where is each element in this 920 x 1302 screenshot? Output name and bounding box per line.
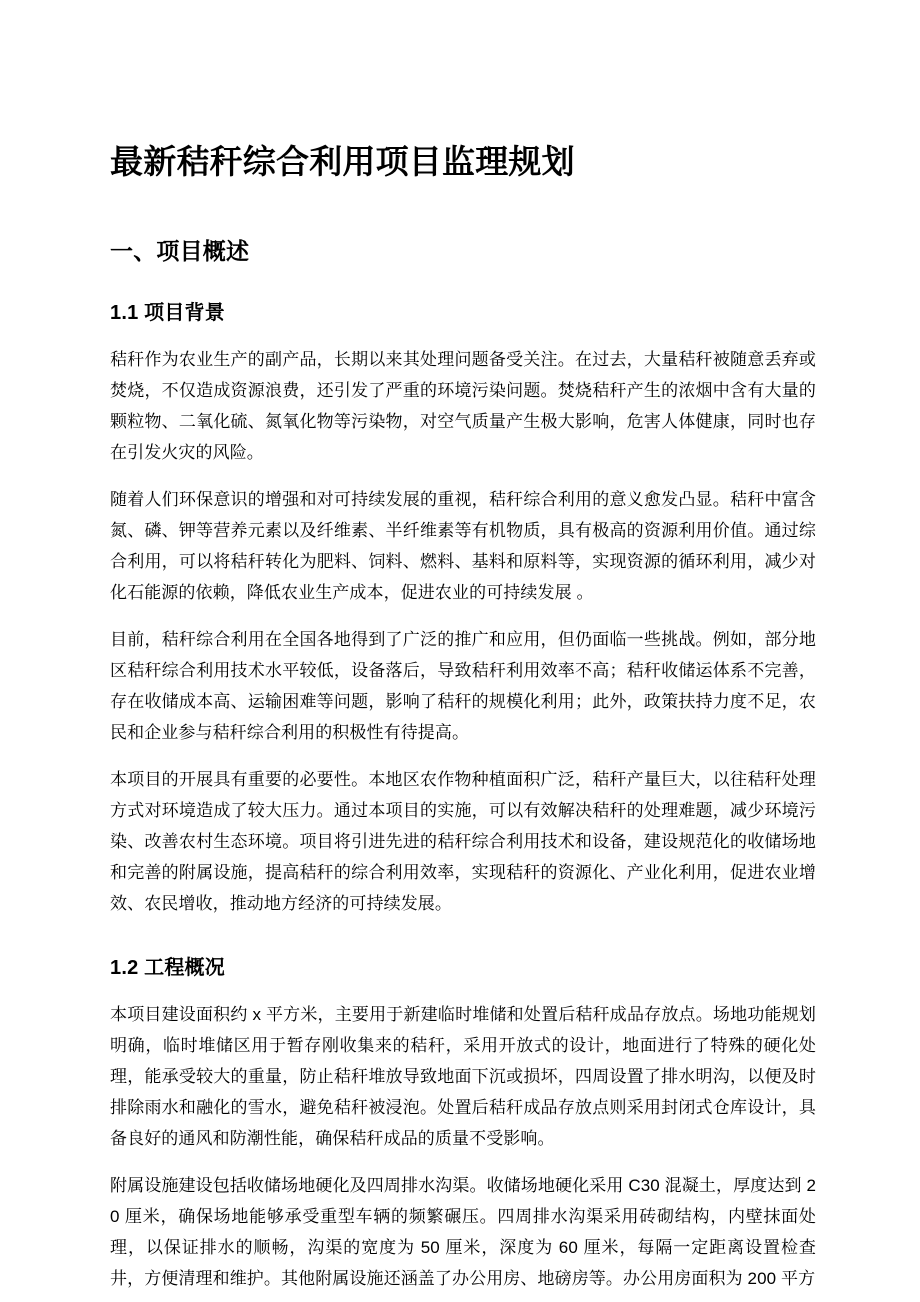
paragraph-1-2-1: 本项目建设面积约 x 平方米，主要用于新建临时堆储和处置后秸秆成品存放点。场地功能规划明确，临时堆储区用于暂存刚收集来的秸秆，采用开放式的设计，地面进行了特殊的硬化处理，能承受较大的重量，防止秸秆堆放导致地面下沉或损坏，四周设置了排水明沟，以便及时排除雨水和融化的雪水，避免秸秆被浸泡。处置后秸秆成品存放点则采用封闭式仓库设计，具备良好的通风和防潮性能，确保秸秆成品的质量不受影响。 <box>110 1005 816 1149</box>
page-title: 最新秸秆综合利用项目监理规划 <box>110 143 575 180</box>
paragraph-1-1-4: 本项目的开展具有重要的必要性。本地区农作物种植面积广泛，秸秆产量巨大，以往秸秆处理方式对环境造成了较大压力。通过本项目的实施，可以有效解决秸秆的处理难题，减少环境污染、改善农村生态环境。项目将引进先进的秸秆综合利用技术和设备，建设规范化的收储场地和完善的附属设施，提高秸秆的综合利用效率，实现秸秆的资源化、产业化利用，促进农业增效、农民增收，推动地方经济的可持续发展。 <box>110 770 816 914</box>
paragraph-1-1-3: 目前，秸秆综合利用在全国各地得到了广泛的推广和应用，但仍面临一些挑战。例如，部分地区秸秆综合利用技术水平较低，设备落后，导致秸秆利用效率不高；秸秆收储运体系不完善，存在收储成本高、运输困难等问题，影响了秸秆的规模化利用；此外，政策扶持力度不足，农民和企业参与秸秆综合利用的积极性有待提高。 <box>110 630 816 743</box>
paragraph-1-1-1: 秸秆作为农业生产的副产品，长期以来其处理问题备受关注。在过去，大量秸秆被随意丢弃或焚烧，不仅造成资源浪费，还引发了严重的环境污染问题。焚烧秸秆产生的浓烟中含有大量的颗粒物、二氧化硫、氮氧化物等污染物，对空气质量产生极大影响，危害人体健康，同时也存在引发火灾的风险。 <box>110 350 816 463</box>
section-heading-1: 一、项目概述 <box>110 238 250 265</box>
paragraph-1-2-2: 附属设施建设包括收储场地硬化及四周排水沟渠。收储场地硬化采用 C30 混凝土，厚度达到 20 厘米，确保场地能够承受重型车辆的频繁碾压。四周排水沟渠采用砖砌结构，内壁抹面处理，以保证排水的顺畅，沟渠的宽度为 50 厘米，深度为 60 厘米，每隔一定距离设置检查井，方便清理和维护。其他附属设施还涵盖了办公用房、地磅房等。办公用房面积为 200 平方 <box>110 1176 816 1289</box>
document-content <box>110 0 816 1294</box>
paragraph-1-1-2: 随着人们环保意识的增强和对可持续发展的重视，秸秆综合利用的意义愈发凸显。秸秆中富含氮、磷、钾等营养元素以及纤维素、半纤维素等有机物质，具有极高的资源利用价值。通过综合利用，可以将秸秆转化为肥料、饲料、燃料、基料和原料等，实现资源的循环利用，减少对化石能源的依赖，降低农业生产成本，促进农业的可持续发展 。 <box>110 490 816 603</box>
subsection-heading-1-2: 1.2 工程概况 <box>110 957 225 980</box>
subsection-heading-1-1: 1.1 项目背景 <box>110 302 225 325</box>
